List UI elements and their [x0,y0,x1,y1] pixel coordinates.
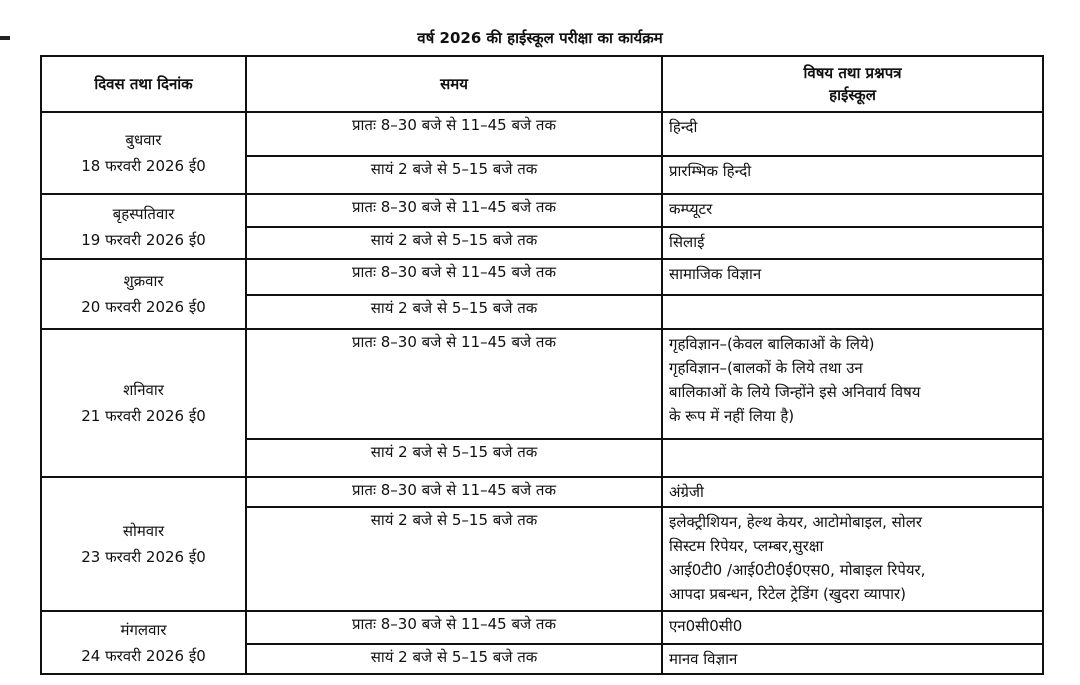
subject-line: इलेक्ट्रीशियन, हेल्थ केयर, आटोमोबाइल, सोलर [669,513,922,531]
time-cell: प्रातः 8–30 बजे से 11–45 बजे तक [246,329,662,439]
subject-line: हिन्दी [669,118,698,136]
header-day-date: दिवस तथा दिनांक [41,56,246,112]
day-date-cell [41,477,246,611]
exam-date: 18 फरवरी 2026 ई0 [81,157,206,175]
time-cell: प्रातः 8–30 बजे से 11–45 बजे तक [246,259,662,295]
subject-cell [662,227,1043,259]
day-name: बुधवार [125,131,162,149]
subject-line: प्रारम्भिक हिन्दी [669,162,752,180]
header-subject-line2: हाईस्कूल [829,86,876,104]
subject-cell [662,194,1043,227]
subject-line: बालिकाओं के लिये जिन्होंने इसे अनिवार्य विषय [669,383,921,401]
subject-line: के रूप में नहीं लिया है) [669,407,795,425]
schedule-row [41,259,1043,295]
schedule-body [41,112,1043,674]
time-cell: प्रातः 8–30 बजे से 11–45 बजे तक [246,112,662,156]
time-cell: प्रातः 8–30 बजे से 11–45 बजे तक [246,477,662,507]
subject-line: अंग्रेजी [669,483,704,501]
day-name: शुक्रवार [123,272,164,290]
subject-cell [662,112,1043,156]
subject-line: कम्प्यूटर [669,200,713,218]
subject-line: गृहविज्ञान–(बालकों के लिये तथा उन [669,359,863,377]
day-date-cell [41,259,246,329]
schedule-row [41,611,1043,644]
subject-line: आपदा प्रबन्धन, रिटेल ट्रेडिंग (खुदरा व्यापार) [669,585,906,603]
time-cell: सायं 2 बजे से 5–15 बजे तक [246,507,662,611]
exam-date: 20 फरवरी 2026 ई0 [81,298,206,316]
subject-cell [662,644,1043,674]
day-date-cell [41,112,246,194]
header-subject [662,56,1043,112]
day-name: शनिवार [123,381,164,399]
time-cell: सायं 2 बजे से 5–15 बजे तक [246,439,662,477]
time-cell: सायं 2 बजे से 5–15 बजे तक [246,295,662,329]
subject-line: सिलाई [669,233,705,251]
exam-date: 24 फरवरी 2026 ई0 [81,646,206,665]
header-subject-line1: विषय तथा प्रश्नपत्र [803,64,902,82]
subject-cell [662,477,1043,507]
exam-schedule-table [40,55,1044,675]
subject-line: सामाजिक विज्ञान [669,265,762,283]
day-date-cell [41,329,246,477]
schedule-row [41,194,1043,227]
schedule-row [41,112,1043,156]
header-time: समय [246,56,662,112]
exam-date: 21 फरवरी 2026 ई0 [81,407,206,425]
subject-cell [662,156,1043,194]
schedule-row [41,477,1043,507]
subject-cell [662,295,1043,329]
subject-cell [662,611,1043,644]
subject-cell [662,329,1043,439]
day-date-cell [41,194,246,259]
subject-cell [662,507,1043,611]
time-cell: प्रातः 8–30 बजे से 11–45 बजे तक [246,194,662,227]
subject-line: गृहविज्ञान–(केवल बालिकाओं के लिये) [669,335,875,353]
subject-line: आई0टी0 /आई0टी0ई0एस0, मोबाइल रिपेयर, [669,561,926,579]
subject-cell [662,259,1043,295]
day-name: सोमवार [122,522,165,540]
time-cell: सायं 2 बजे से 5–15 बजे तक [246,644,662,674]
exam-date: 23 फरवरी 2026 ई0 [81,548,206,566]
exam-date: 19 फरवरी 2026 ई0 [81,230,206,249]
subject-line: एन0सी0सी0 [669,617,743,635]
time-cell: सायं 2 बजे से 5–15 बजे तक [246,227,662,259]
subject-line: मानव विज्ञान [669,650,738,668]
time-cell: सायं 2 बजे से 5–15 बजे तक [246,156,662,194]
subject-line: सिस्टम रिपेयर, प्लम्बर,सुरक्षा [669,537,824,555]
day-name: मंगलवार [120,620,167,639]
day-date-cell [41,611,246,674]
header-row [41,56,1043,112]
subject-cell [662,439,1043,477]
time-cell: प्रातः 8–30 बजे से 11–45 बजे तक [246,611,662,644]
schedule-row [41,329,1043,439]
day-name: बृहस्पतिवार [112,204,175,223]
page-title: वर्ष 2026 की हाईस्कूल परीक्षा का कार्यक्रम [417,29,663,47]
